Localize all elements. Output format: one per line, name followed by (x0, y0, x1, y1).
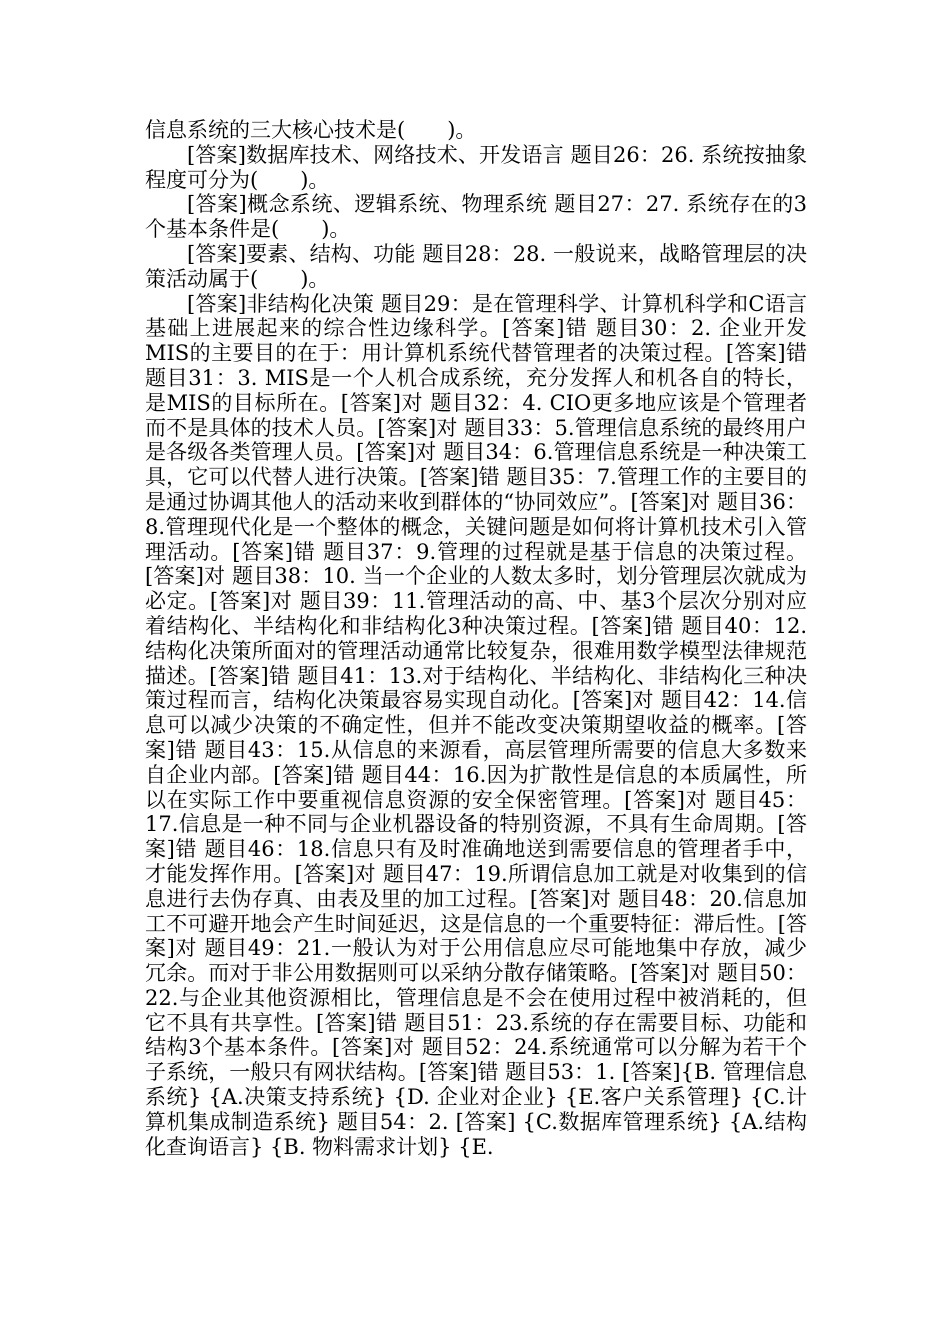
paragraph-answer-26: [答案]数据库技术、网络技术、开发语言 题目26：26. 系统按抽象程度可分为( )。 (145, 142, 807, 192)
paragraph-question-intro: 信息系统的三大核心技术是( )。 (145, 118, 477, 142)
paragraph-answers-29-54: [答案]非结构化决策 题目29：是在管理科学、计算机科学和C语言基础上进展起来的综合性边缘科学。[答案]错 题目30：2. 企业开发MIS的主要目的在于：用计算机系统代替管理者的决策过程。[答案]错 题目31：3. MIS是一个人机合成系统，充分发挥人和机各自的特长，是MIS的目标所在。[答案]对 题目32：4. CIO更多地应该是个管理者而不是具体的技术人员。[答案]对 题目33：5.管理信息系统的最终用户是各级各类管理人员。[答案]对 题目34：6.管理信息系统是一种决策工具，它可以代替人进行决策。[答案]错 题目35：7.管理工作的主要目的是通过协调其他人的活动来收到群体的“协同效应”。[答案]对 题目36：8.管理现代化是一个整体的概念，关键问题是如何将计算机技术引入管理活动。[答案]错 题目37：9.管理的过程就是基于信息的决策过程。[答案]对 题目38：10. 当一个企业的人数太多时，划分管理层次就成为必定。[答案]对 题目39：11.管理活动的高、中、基3个层次分别对应着结构化、半结构化和非结构化3种决策过程。[答案]错 题目40：12.结构化决策所面对的管理活动通常比较复杂，很难用数学模型法律规范描述。[答案]错 题目41：13.对于结构化、半结构化、非结构化三种决策过程而言，结构化决策最容易实现自动化。[答案]对 题目42：14.信息可以减少决策的不确定性，但并不能改变决策期望收益的概率。[答案]错 题目43：15.从信息的来源看，高层管理所需要的信息大多数来自企业内部。[答案]错 题目44：16.因为扩散性是信息的本质属性，所以在实际工作中要重视信息资源的安全保密管理。[答案]对 题目45：17.信息是一种不同与企业机器设备的特别资源，不具有生命周期。[答案]错 题目46：18.信息只有及时准确地送到需要信息的管理者手中，才能发挥作用。[答案]对 题目47：19.所谓信息加工就是对收集到的信息进行去伪存真、由表及里的加工过程。[答案]对 题目48：20.信息加工不可避开地会产生时间延迟，这是信息的一个重要特征：滞后性。[答案]对 题目49：21.一般认为对于公用信息应尽可能地集中存放，减少冗余。而对于非公用数据则可以采纳分散存储策略。[答案]对 题目50：22.与企业其他资源相比，管理信息是不会在使用过程中被消耗的，但它不具有共享性。[答案]错 题目51：23.系统的存在需要目标、功能和结构3个基本条件。[答案]对 题目52：24.系统通常可以分解为若干个子系统，一般只有网状结构。[答案]错 题目53：1. [答案]{B. 管理信息系统} {A.决策支持系统} {D. 企业对企业} {E.客户关系管理} {C.计算机集成制造系统} 题目54：2. [答案] {C.数据库管理系统} {A.结构化查询语言} {B. 物料需求计划} {E. (145, 291, 807, 1159)
paragraph-answer-27: [答案]概念系统、逻辑系统、物理系统 题目27：27. 系统存在的3个基本条件是( )。 (145, 192, 807, 242)
paragraph-answer-28: [答案]要素、结构、功能 题目28：28. 一般说来，战略管理层的决策活动属于( )。 (145, 241, 807, 291)
document-body (145, 118, 807, 1159)
